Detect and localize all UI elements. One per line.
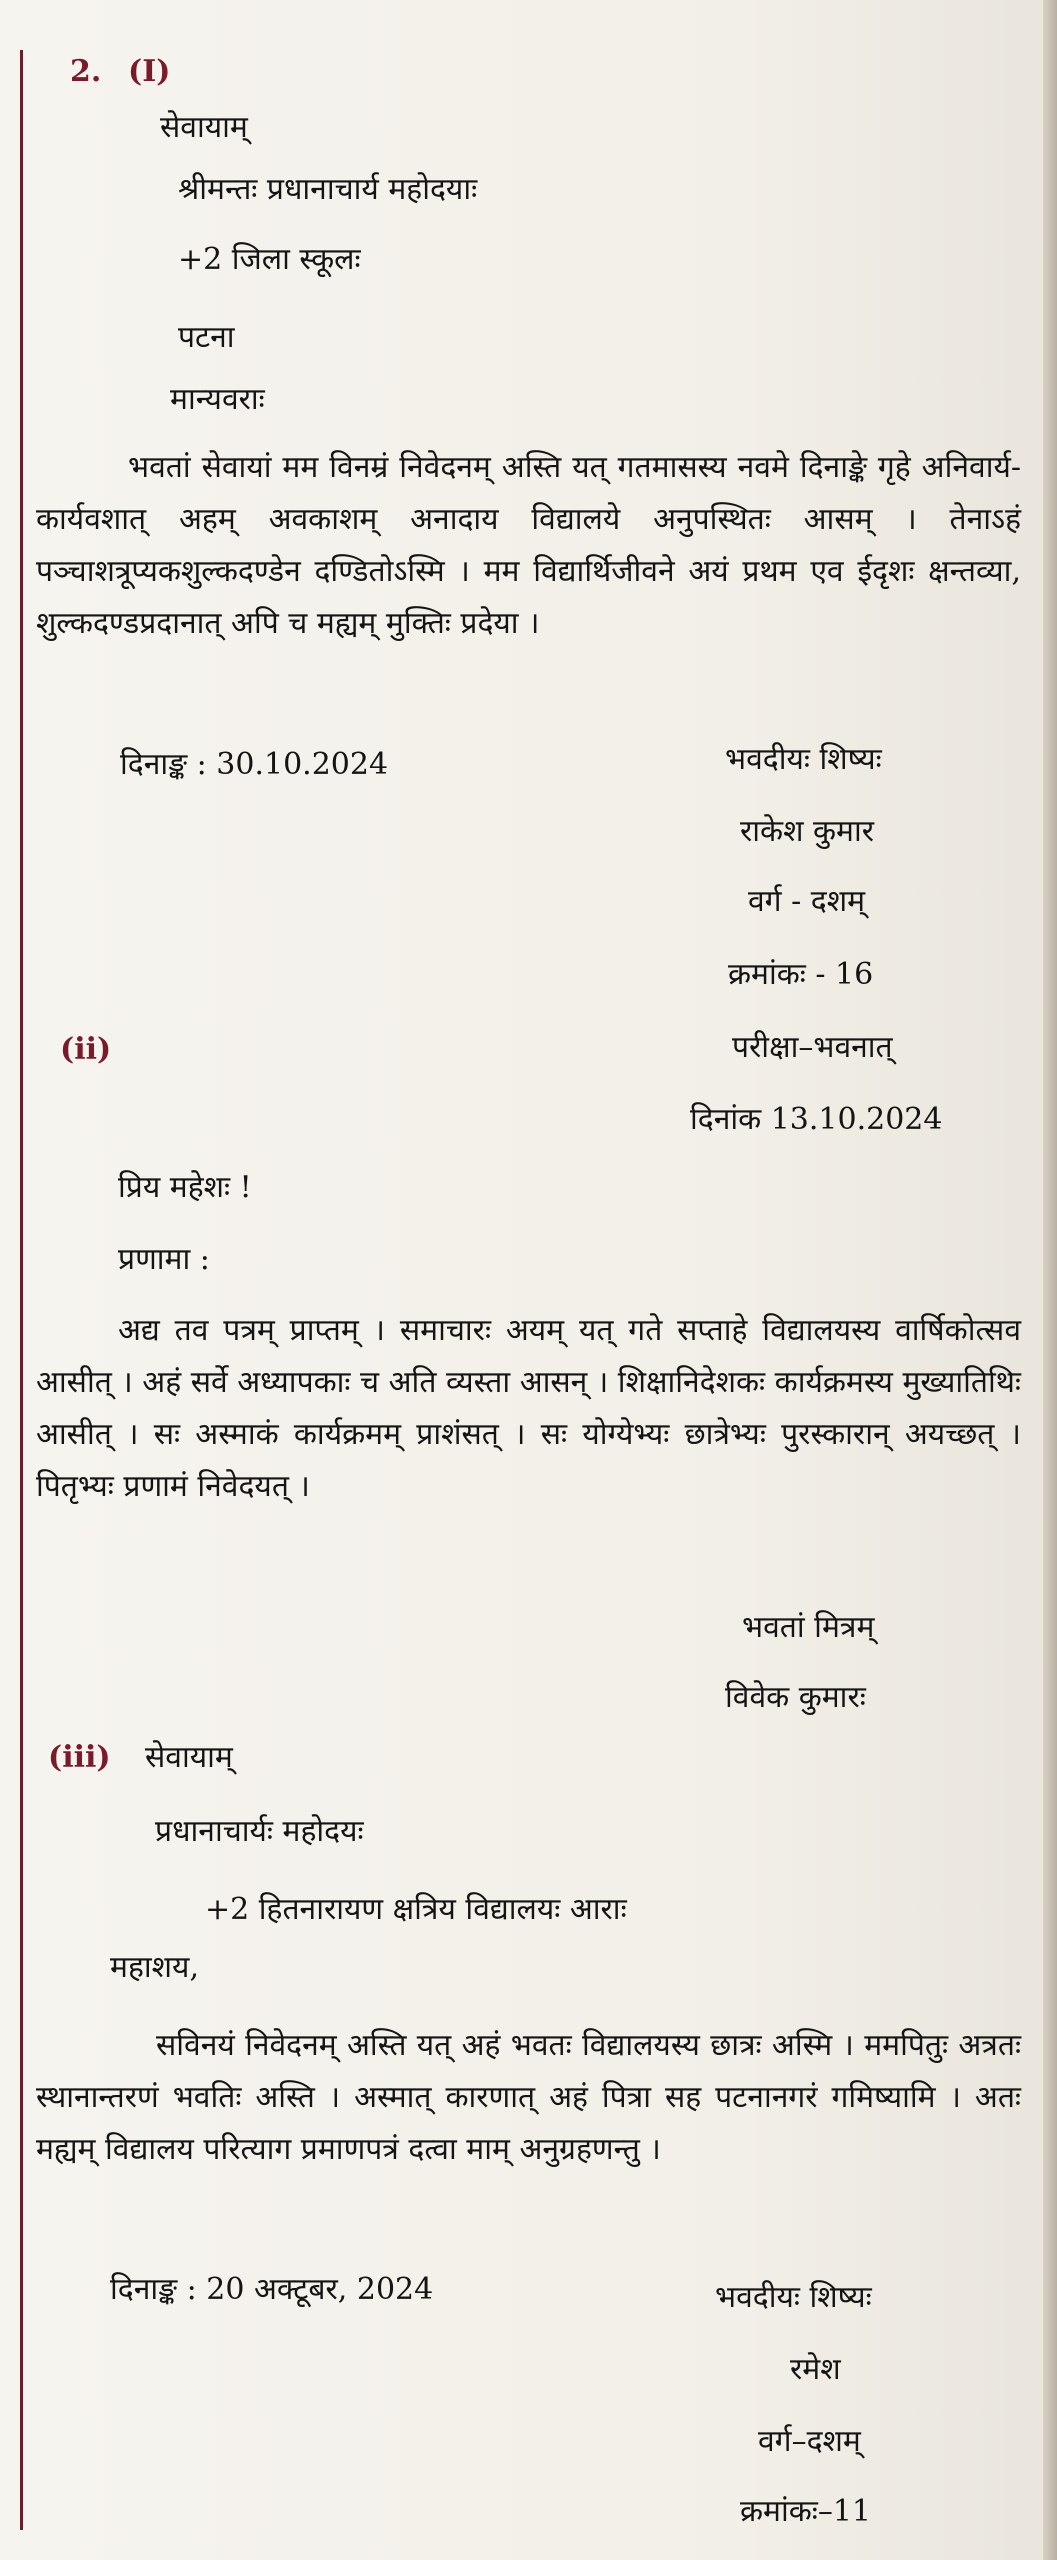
letter1-recipient: श्रीमन्तः प्रधानाचार्य महोदयाः (178, 172, 478, 207)
letter3-recipient: प्रधानाचार्यः महोदयः (155, 1814, 364, 1849)
letter1-salutation: सेवायाम् (160, 110, 248, 145)
letter1-class: वर्ग - दशम् (748, 884, 866, 919)
letter2-address: प्रिय महेशः ! (118, 1170, 252, 1205)
letter2-name: विवेक कुमारः (725, 1680, 866, 1715)
letter2-date: दिनांक 13.10.2024 (690, 1102, 943, 1137)
letter3-school: +2 हितनारायण क्षत्रिय विद्यालयः आराः (205, 1892, 627, 1927)
letter3-label: (iii) (48, 1740, 111, 1775)
letter3-date: दिनाङ्क : 20 अक्टूबर, 2024 (110, 2272, 434, 2307)
letter3-address: महाशय, (110, 1950, 199, 1985)
letter3-name: रमेश (790, 2352, 841, 2387)
letter1-date: दिनाङ्क : 30.10.2024 (120, 747, 389, 782)
letter3-salutation: सेवायाम् (145, 1740, 233, 1775)
letter2-body: अद्य तव पत्रम् प्राप्तम् । समाचारः अयम् यत् गते सप्ताहे विद्यालयस्य वार्षिकोत्सव आसीत् । अहं सर्वे अध्यापकाः च अति व्यस्ता आसन् । शिक्षानिदेशकः कार्यक्रमस्य मुख्यातिथिः आसीत् । सः अस्माकं कार्यक्रमम् प्राशंसत् । सः योग्येभ्यः छात्रेभ्यः पुरस्कारान् अयच्छत् । पितृभ्यः प्रणामं निवेदयत् । (36, 1313, 1021, 1504)
margin-rule (20, 50, 23, 2530)
letter3-class: वर्ग–दशम् (758, 2424, 861, 2459)
letter1-label: (I) (128, 54, 171, 89)
letter1-address: मान्यवराः (170, 382, 265, 417)
letter3-closing: भवदीयः शिष्यः (715, 2280, 872, 2315)
page-edge-shadow (1043, 0, 1057, 2560)
letter2-closing: भवतां मित्रम् (742, 1610, 875, 1645)
letter1-school: +2 जिला स्कूलः (178, 242, 361, 277)
letter3-body: सविनयं निवेदनम् अस्ति यत् अहं भवतः विद्यालयस्य छात्रः अस्मि । ममपितुः अत्रतः स्थानान्तरणं भवतिः अस्ति । अस्मात् कारणात् अहं पित्रा सह पटनानगरं गमिष्यामि । अतः मह्यम् विद्यालय परित्याग प्रमाणपत्रं दत्वा माम् अनुग्रहणन्तु । (36, 2028, 1021, 2167)
letter2-greeting: प्रणामा : (118, 1242, 210, 1277)
letter1-body: भवतां सेवायां मम विनम्रं निवेदनम् अस्ति यत् गतमासस्य नवमे दिनाङ्के गृहे अनिवार्य-कार्यवशात् अहम् अवकाशम् अनादाय विद्यालये अनुपस्थितः आसम् । तेनाऽहं पञ्चाशत्रूप्यकशुल्कदण्डेन दण्डितोऽस्मि । मम विद्यार्थिजीवने अयं प्रथम एव ईदृशः क्षन्तव्या, शुल्कदण्डप्रदानात् अपि च मह्यम् मुक्तिः प्रदेया । (36, 450, 1021, 641)
letter3-roll: क्रमांकः–11 (740, 2494, 872, 2529)
letter2-label: (ii) (60, 1032, 112, 1067)
letter1-closing: भवदीयः शिष्यः (725, 742, 882, 777)
question-number: 2. (70, 54, 102, 89)
letter1-city: पटना (178, 320, 235, 355)
letter2-place: परीक्षा–भवनात् (732, 1030, 893, 1065)
letter1-roll: क्रमांकः - 16 (728, 957, 874, 992)
letter1-name: राकेश कुमार (740, 814, 875, 849)
